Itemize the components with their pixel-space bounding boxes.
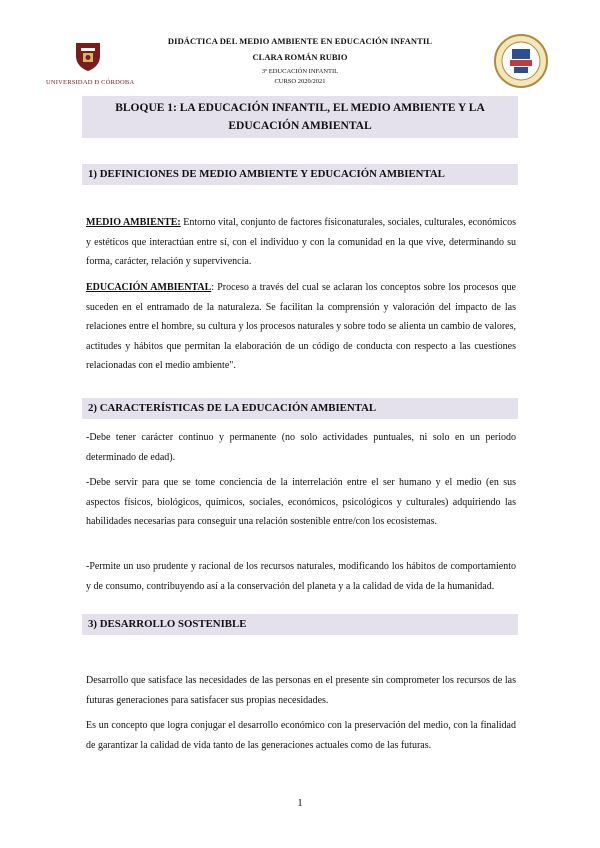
term-educacion-ambiental: EDUCACIÓN AMBIENTAL <box>86 282 212 293</box>
academic-year: CURSO 2020/2021 <box>274 78 326 85</box>
section-heading-characteristics: 2) CARACTERÍSTICAS DE LA EDUCACIÓN AMBIENTAL <box>82 398 518 419</box>
block-title: BLOQUE 1: LA EDUCACIÓN INFANTIL, EL MEDIO AMBIENTE Y LA EDUCACIÓN AMBIENTAL <box>82 96 518 138</box>
section-heading-definitions: 1) DEFINICIONES DE MEDIO AMBIENTE Y EDUCACIÓN AMBIENTAL <box>82 164 518 185</box>
page-number: 1 <box>297 797 303 809</box>
definition-medio-ambiente-text: Entorno vital, conjunto de factores físiconaturales, sociales, culturales, económicos y estéticos que interactúan entre sí, con el individuo y con la comunidad en la que vive, determinando su forma, carácter, relación y supervivencia. <box>86 217 517 268</box>
course-title: DIDÁCTICA DEL MEDIO AMBIENTE EN EDUCACIÓN INFANTIL <box>167 36 433 46</box>
section-heading-sustainable: 3) DESARROLLO SOSTENIBLE <box>82 614 518 635</box>
sustainable-paragraph: Desarrollo que satisface las necesidades de las personas en el presente sin comprometer los recursos de las futuras generaciones para satisfacer sus propias necesidades. <box>86 675 516 706</box>
document-header <box>0 36 600 85</box>
author-name: CLARA ROMÁN RUBIO <box>252 52 348 62</box>
term-medio-ambiente: MEDIO AMBIENTE: <box>86 217 181 228</box>
definition-medio-ambiente <box>86 213 516 272</box>
course-level: 3º EDUCACIÓN INFANTIL <box>261 68 339 75</box>
definition-educacion-ambiental <box>86 278 516 376</box>
characteristic-item: -Debe servir para que se tome conciencia de la interrelación entre el ser humano y el medio (en sus aspectos físicos, biológicos, químicos, sociales, económicos, psicológicos y culturales) adquiriendo las habilidades necesarias para conseguir una relación sostenible entre/con los ecosistemas. <box>86 477 516 528</box>
characteristic-item: -Debe tener carácter continuo y permanente (no solo actividades puntuales, ni solo en un periodo determinado de edad). <box>86 432 516 463</box>
definition-educacion-ambiental-text: : Proceso a través del cual se aclaran los conceptos sobre los procesos que suceden en el entramado de la naturaleza. Se facilitan la comprensión y valoración del impacto de las relaciones entre el hombre, su cultura y los procesos naturales y sobre todo se alienta un cambio de valores, actitudes y hábitos que permitan la elaboración de un código de conducta con respecto a las cuestiones relacionadas con el medio ambiente". <box>86 282 516 372</box>
university-logo-caption: UNIVERSIDAD Ð CÓRDOBA <box>46 79 135 86</box>
characteristic-item: -Permite un uso prudente y racional de los recursos naturales, modificando los hábitos de comportamiento y de consumo, contribuyendo así a la conservación del planeta y a la calidad de vida de la humanidad. <box>86 561 516 592</box>
sustainable-paragraph: Es un concepto que logra conjugar el desarrollo económico con la preservación del medio, con la finalidad de garantizar la calidad de vida tanto de las generaciones actuales como de las futuras. <box>86 720 516 751</box>
